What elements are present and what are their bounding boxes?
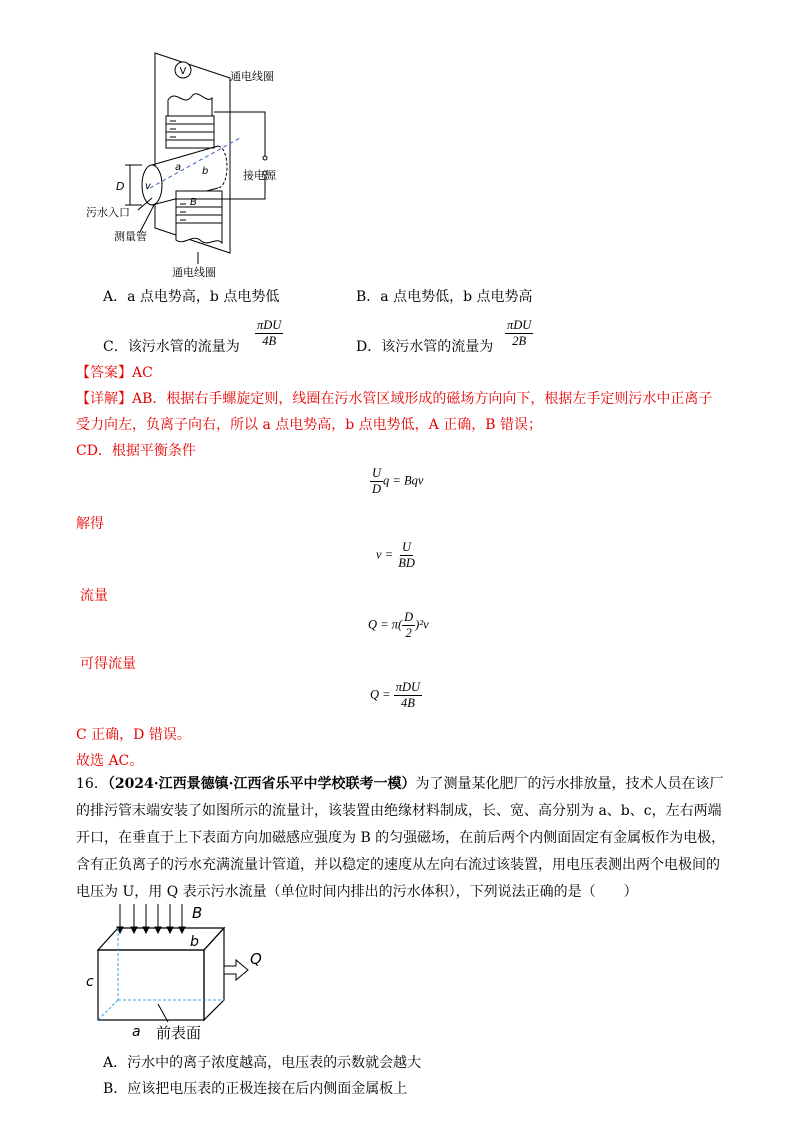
q16-line-1: 16．（2024·江西景德镇·江西省乐平中学校联考一模）为了测量某化肥厂的污水排放量，技术人员在该厂: [76, 776, 724, 792]
q15-option-a: A．a 点电势高，b 点电势低: [103, 289, 280, 305]
label-b: b: [202, 166, 209, 177]
voltmeter-label: V: [179, 66, 187, 77]
q16-option-a: A．污水中的离子浓度越高，电压表的示数就会越大: [103, 1055, 422, 1071]
q16-option-b: B．应该把电压表的正极连接在后内侧面金属板上: [103, 1081, 408, 1097]
flow-Q-label: Q: [250, 950, 262, 968]
q16-source: （2024·江西景德镇·江西省乐平中学校联考一模）: [107, 776, 416, 792]
flow-arrow-icon: [224, 960, 248, 980]
label-D: D: [116, 180, 125, 193]
label-a: a: [175, 162, 182, 173]
label-v: v: [145, 181, 151, 192]
q15-option-c: C．该污水管的流量为: [103, 339, 240, 355]
q15-option-b: B．a 点电势低，b 点电势高: [356, 289, 533, 305]
flowmeter-figure: [80, 48, 320, 283]
edge-b-label: b: [190, 934, 199, 950]
hidden-edges: [98, 928, 224, 1020]
top-coil: [166, 94, 214, 148]
edge-c-label: c: [86, 974, 94, 990]
front-face-label: 前表面: [156, 1024, 202, 1042]
detail-line-2: 受力向左，负离子向右，所以 a 点电势高，b 点电势低，A 正确，B 错误；: [76, 417, 542, 433]
q15-option-c-formula: $\frac{\text{πDU}}{4B}$: [257, 318, 282, 348]
equation-3: Q = π( $\frac{D}{2}$ )²v: [368, 610, 429, 640]
q16-line-4: 含有正负离子的污水充满流量计管道，并以稳定的速度从左向右流过该装置，用电压表测出两个电极间的: [76, 857, 720, 873]
bottom-coil: [176, 191, 222, 243]
box-flowmeter-figure: [84, 900, 284, 1040]
edge-a-label: a: [132, 1024, 141, 1040]
equation-4: Q = $\frac{\text{πDU}}{4B}$: [370, 680, 421, 710]
q16-line-5: 电压为 U，用 Q 表示污水流量（单位时间内排出的污水体积），下列说法正确的是（ ）: [76, 884, 638, 900]
q15-option-d-formula: $\frac{\text{πDU}}{2B}$: [507, 318, 532, 348]
flow-label: 流量: [80, 588, 108, 604]
detail-line-1: 【详解】AB．根据右手螺旋定则，线圈在污水管区域形成的磁场方向向下，根据左手定则污水中正离子: [76, 391, 713, 407]
q16-line-3: 开口，在垂直于上下表面方向加磁感应强度为 B 的匀强磁场，在前后两个内侧面固定有金属板作为电极，: [76, 830, 726, 846]
choose-line: 故选 AC。: [76, 753, 144, 769]
equation-2: v = $\frac{U}{BD}$: [376, 540, 415, 570]
tube-label: 测量管: [114, 230, 147, 243]
flowmeter-box: [98, 928, 224, 1020]
conclusion-line: C 正确，D 错误。: [76, 727, 191, 743]
cd-line: CD．根据平衡条件: [76, 443, 196, 459]
q16-number: 16．: [76, 776, 108, 792]
solve-label: 解得: [76, 516, 104, 532]
answer-label: 【答案】AC: [76, 365, 153, 381]
q16-line-2: 的排污管末端安装了如图所示的流量计，该装置由绝缘材料制成，长、宽、高分别为 a、b、c，左右两端: [76, 803, 722, 819]
label-B: B: [190, 197, 197, 208]
top-coil-label: 通电线圈: [230, 70, 274, 83]
bottom-coil-label: 通电线圈: [172, 266, 216, 279]
q15-option-d: D．该污水管的流量为: [356, 339, 494, 355]
canget-label: 可得流量: [80, 656, 136, 672]
power-label: 接电源: [243, 169, 276, 182]
field-B-label: B: [192, 904, 203, 922]
magnetic-field-arrows: [117, 904, 185, 933]
inlet-label: 污水入口: [86, 206, 130, 219]
equation-1: $\frac{U}{D}$ q = Bqv: [372, 466, 424, 496]
